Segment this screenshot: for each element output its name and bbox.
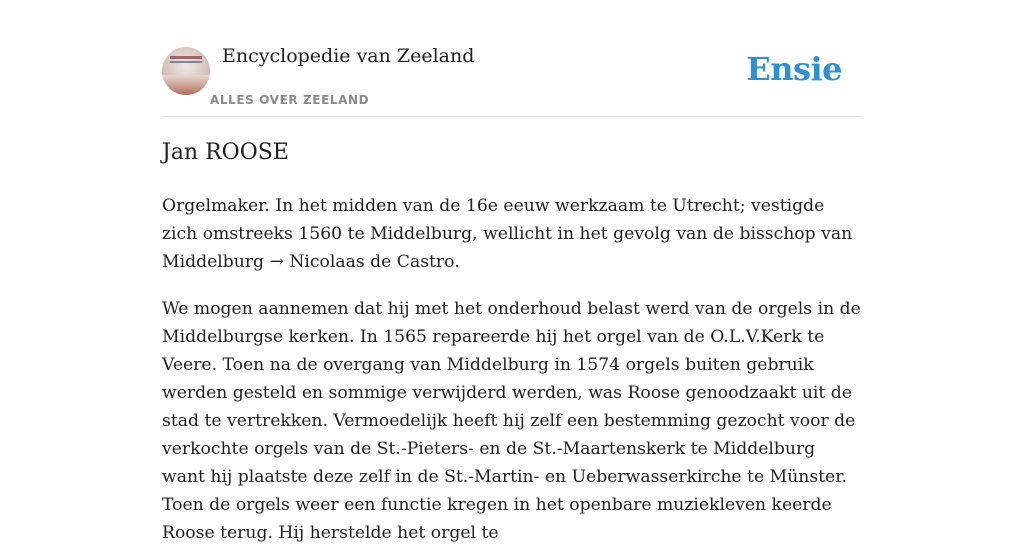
page <box>162 0 862 543</box>
logo-detail <box>170 56 202 59</box>
ensie-brand-link[interactable]: Ensie <box>746 50 842 88</box>
site-name-link[interactable]: Encyclopedie van Zeeland <box>222 45 475 67</box>
site-tagline: ALLES OVER ZEELAND <box>210 93 370 107</box>
article-title: Jan ROOSE <box>162 140 289 165</box>
site-header <box>162 0 862 117</box>
article-paragraph: Orgelmaker. In het midden van de 16e eeuw werkzaam te Utrecht; vestigde zich omstreeks 1560 te Middelburg, wellicht in het gevolg van de bisschop van Middelburg → Nicolaas de Castro. <box>162 196 853 272</box>
logo-detail <box>170 61 202 63</box>
article-paragraph: We mogen aannemen dat hij met het onderhoud belast werd van de orgels in de Middelburgse kerken. In 1565 repareerde hij het orgel van de O.L.V.Kerk te Veere. Toen na de overgang van Middelburg in 1574 orgels buiten gebruik werden gesteld en sommige verwijderd werden, was Roose genoodzaakt uit de stad te vertrekken. Vermoedelijk heeft hij zelf een bestemming gezocht voor de verkochte orgels van de St.-Pieters- en de St.-Maartenskerk te Middelburg want hij plaatste deze zelf in de St.-Martin- en Ueberwasserkirche te Münster. Toen de orgels weer een functie kregen in het openbare muziekleven keerde Roose terug. Hij herstelde het orgel te <box>162 299 861 543</box>
site-logo[interactable] <box>162 47 210 95</box>
logo-detail <box>162 75 210 95</box>
